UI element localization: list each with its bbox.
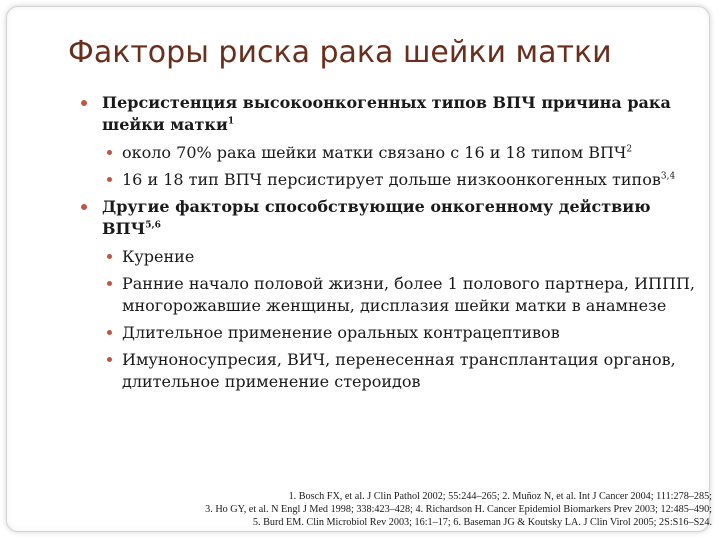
footnote-ref: 1: [227, 116, 235, 127]
bullet-dot-icon: [107, 281, 112, 286]
list-item: Имуноносупресия, ВИЧ, перенесенная трансплантация органов, длительное применение стероидов: [122, 349, 702, 393]
list-item: Курение: [122, 246, 702, 268]
bullet-dot-icon: [81, 204, 87, 210]
bullet-dot-icon: [81, 100, 87, 106]
bullet-dot-icon: [107, 150, 112, 155]
section-hpv-persistence: [102, 92, 702, 191]
bullet-dot-icon: [107, 254, 112, 259]
footnote-ref: 2: [626, 144, 633, 155]
footnote-ref: 3,4: [660, 171, 676, 182]
bullet-dot-icon: [107, 177, 112, 182]
section-label: Другие факторы способствующие онкогенному действию ВПЧ$^{5,6}$: [102, 197, 651, 238]
references: [92, 490, 712, 529]
sub-bullet-list: [102, 142, 702, 191]
slide-title: Факторы риска рака шейки матки: [68, 35, 612, 70]
reference-line: 1. Bosch FX, et al. J Clin Pathol 2002; 55:244–265; 2. Muñoz N, et al. Int J Cancer 2004; 111:278–285;: [288, 491, 712, 502]
list-item: Ранние начало половой жизни, более 1 полового партнера, ИППП, многорожавшие женщины, дисплазия шейки матки в анамнезе: [122, 273, 702, 317]
footnote-ref: 5,6: [145, 220, 161, 231]
list-item: 16 и 18 тип ВПЧ персистирует дольше низкоонкогенных типов$^{3,4}$: [122, 169, 702, 191]
list-item: Длительное применение оральных контрацептивов: [122, 322, 702, 344]
section-other-factors: [102, 196, 702, 393]
slide-content: [102, 92, 702, 398]
list-item: около 70% рака шейки матки связано с 16 и 18 типом ВПЧ$^2$: [122, 142, 702, 164]
reference-line: 5. Burd EM. Clin Microbiol Rev 2003; 16:1–17; 6. Baseman JG & Koutsky LA. J Clin Virol 2005; 2S:S16–S24.: [252, 517, 712, 528]
bullet-dot-icon: [107, 330, 112, 335]
reference-line: 3. Ho GY, et al. N Engl J Med 1998; 338:423–428; 4. Richardson H. Cancer Epidemiol Biomarkers Prev 2003; 12:485–490;: [205, 504, 712, 515]
bullet-list: [102, 92, 702, 393]
section-label: Персистенция высокоонкогенных типов ВПЧ причина рака шейки матки$^1$: [102, 93, 671, 134]
bullet-dot-icon: [107, 357, 112, 362]
sub-bullet-list: [102, 246, 702, 393]
